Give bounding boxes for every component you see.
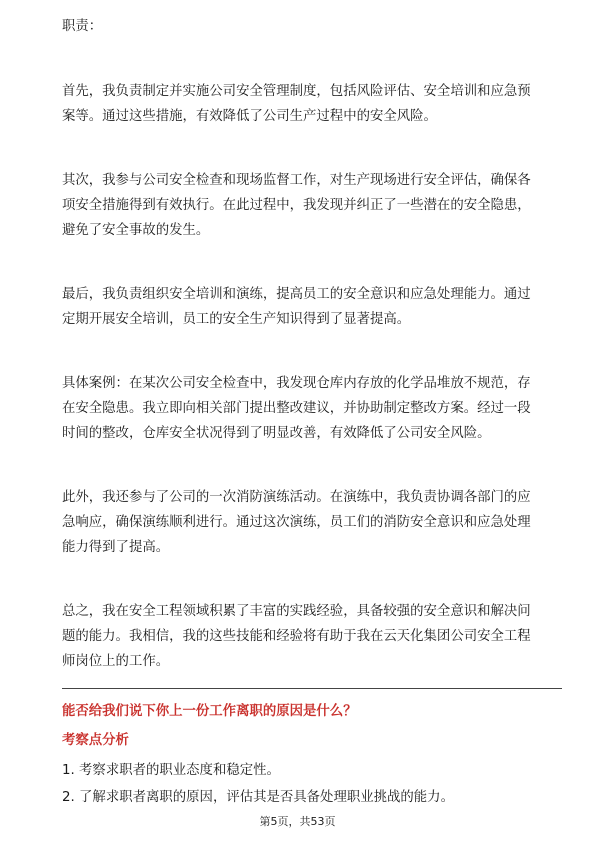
interview-question: 能否给我们说下你上一份工作离职的原因是什么？	[62, 704, 357, 719]
section-heading: 职责：	[62, 19, 103, 34]
paragraph-fire-drill: 此外，我还参与了公司的一次消防演练活动。在演练中，我负责协调各部门的应急响应，确保演练顺利进行。通过这次演练，员工们的消防安全意识和应急处理能力得到了提高。	[62, 490, 531, 555]
list-item: 1. 考察求职者的职业态度和稳定性。	[62, 763, 280, 778]
analysis-label: 考察点分析	[62, 733, 129, 748]
list-item: 2. 了解求职者离职的原因，评估其是否具备处理职业挑战的能力。	[62, 790, 454, 805]
paragraph-responsibility-3: 最后，我负责组织安全培训和演练，提高员工的安全意识和应急处理能力。通过定期开展安全培训，员工的安全生产知识得到了显著提高。	[62, 287, 531, 327]
page-number: 第5页，共53页	[259, 815, 336, 828]
section-divider	[62, 688, 562, 689]
paragraph-responsibility-2: 其次，我参与公司安全检查和现场监督工作，对生产现场进行安全评估，确保各项安全措施得到有效执行。在此过程中，我发现并纠正了一些潜在的安全隐患，避免了安全事故的发生。	[62, 173, 531, 238]
analysis-list	[62, 757, 562, 811]
paragraph-case-example: 具体案例：在某次公司安全检查中，我发现仓库内存放的化学品堆放不规范，存在安全隐患。我立即向相关部门提出整改建议，并协助制定整改方案。经过一段时间的整改，仓库安全状况得到了明显改善，有效降低了公司安全风险。	[62, 376, 531, 441]
paragraph-responsibility-1: 首先，我负责制定并实施公司安全管理制度，包括风险评估、安全培训和应急预案等。通过这些措施，有效降低了公司生产过程中的安全风险。	[62, 84, 531, 124]
paragraph-summary: 总之，我在安全工程领域积累了丰富的实践经验，具备较强的安全意识和解决问题的能力。我相信，我的这些技能和经验将有助于我在云天化集团公司安全工程师岗位上的工作。	[62, 604, 531, 669]
